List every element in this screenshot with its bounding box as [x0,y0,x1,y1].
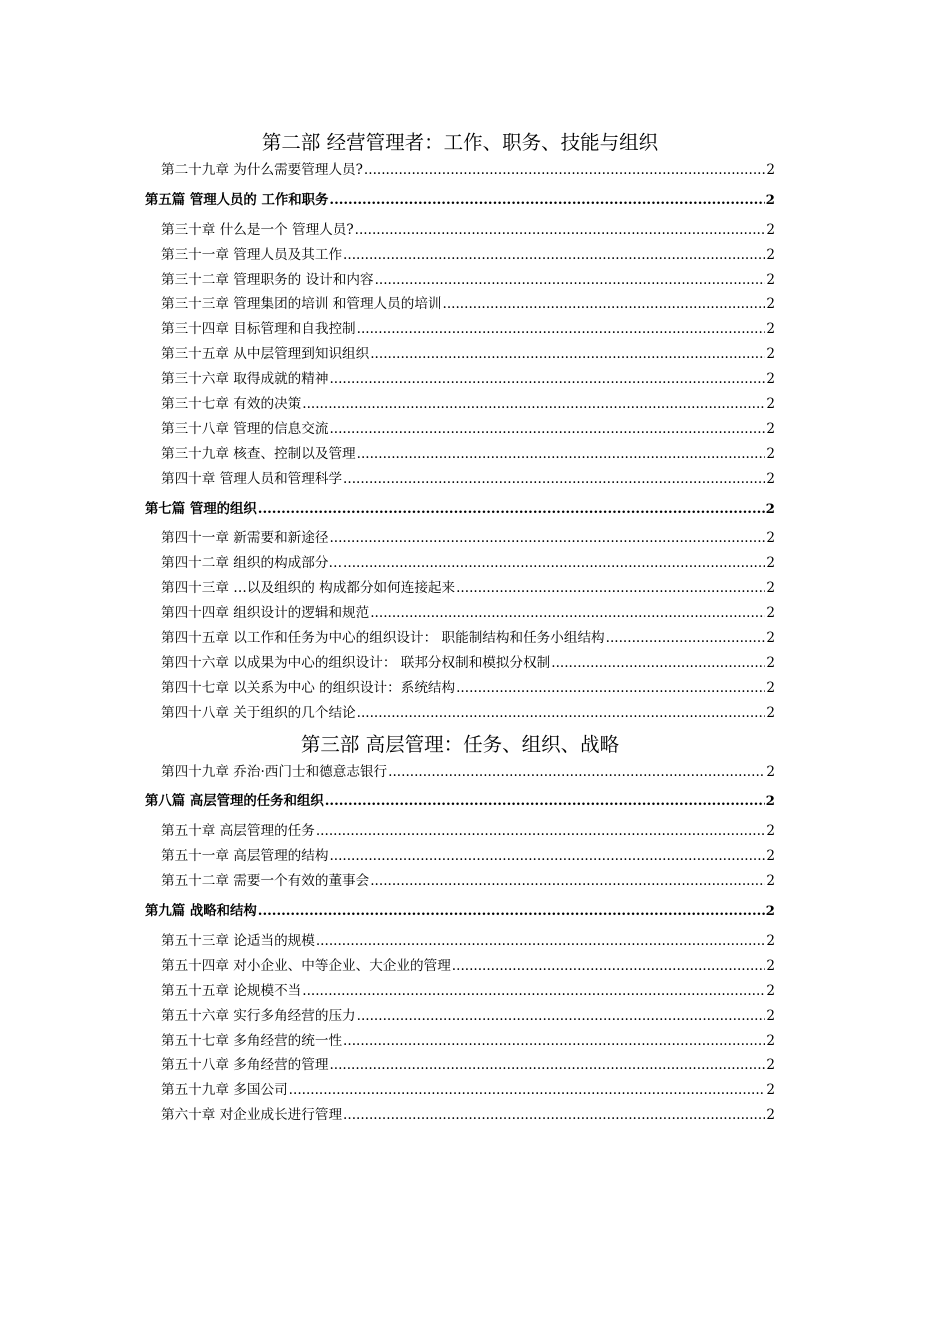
toc-entry-title: 第四十六章 以成果为中心的组织设计： 联邦分权制和模拟分权制 [161,654,551,671]
toc-page-number: 2 [766,530,775,547]
dot-leader [329,367,765,392]
dot-leader [343,551,765,576]
toc-page-number: 2 [766,296,775,313]
toc-chapter-entry[interactable] [145,551,775,576]
dot-leader [364,158,765,183]
toc-entry-title: 第三十二章 管理职务的 设计和内容 [161,271,374,288]
toc-chapter-entry[interactable] [145,218,775,243]
dot-leader [343,467,765,492]
toc-chapter-entry[interactable] [145,601,775,626]
toc-chapter-entry[interactable] [145,442,775,467]
toc-chapter-entry[interactable] [145,869,775,894]
toc-chapter-entry[interactable] [145,1078,775,1103]
toc-section-entry[interactable] [145,188,775,213]
toc-entry-title: 第三十四章 目标管理和自我控制 [161,321,356,338]
toc-entry-title: 第六十章 对企业成长进行管理 [161,1107,343,1124]
toc-entry-title: 第五十四章 对小企业、中等企业、大企业的管理 [161,957,451,974]
toc-page-number: 2 [765,191,775,208]
toc-page-number: 2 [766,654,775,671]
toc-page-number: 2 [766,1057,775,1074]
toc-entry-title: 第三十五章 从中层管理到知识组织 [161,346,370,363]
dot-leader [329,417,765,442]
toc-page-number: 2 [766,982,775,999]
toc-page-number: 2 [766,470,775,487]
dot-leader [316,819,765,844]
toc-chapter-entry[interactable] [145,292,775,317]
toc-entry-title: 第五十五章 论规模不当 [161,982,302,999]
toc-page-number: 2 [766,271,775,288]
toc-chapter-entry[interactable] [145,651,775,676]
toc-chapter-entry[interactable] [145,676,775,701]
toc-entry-title: 第四十一章 新需要和新途径 [161,530,329,547]
dot-leader [302,392,765,417]
toc-chapter-entry[interactable] [145,243,775,268]
toc-entry-title: 第五十章 高层管理的任务 [161,823,315,840]
toc-page-number: 2 [766,321,775,338]
toc-page-number: 2 [766,580,775,597]
toc-page-number: 2 [766,848,775,865]
toc-page-number: 2 [766,445,775,462]
dot-leader [343,1103,765,1128]
toc-section-entry[interactable] [145,789,775,814]
toc-chapter-entry[interactable] [145,467,775,492]
toc-entry-title: 第八篇 高层管理的任务和组织 [145,793,324,810]
toc-page-number: 2 [766,1032,775,1049]
toc-entry-title: 第七篇 管理的组织 [145,500,257,517]
toc-entry-title: 第五十三章 论适当的规模 [161,932,315,949]
dot-leader [357,1004,766,1029]
toc-page-number: 2 [765,793,775,810]
toc-page-number: 2 [766,932,775,949]
toc-page-number: 2 [766,246,775,263]
toc-page-number: 2 [766,630,775,647]
toc-page-number: 2 [766,763,775,780]
dot-leader [357,317,766,342]
dot-leader [456,576,765,601]
toc-page-number: 2 [766,704,775,721]
dot-leader [329,1053,765,1078]
toc-chapter-entry[interactable] [145,1029,775,1054]
part-heading: 第三部 高层管理：任务、组织、战略 [300,732,620,756]
toc-entry-title: 第三十六章 取得成就的精神 [161,371,329,388]
dot-leader [258,497,765,522]
dot-leader [370,342,765,367]
dot-leader [370,601,765,626]
toc-chapter-entry[interactable] [145,268,775,293]
dot-leader [606,626,766,651]
toc-entry-title: 第三十一章 管理人员及其工作 [161,246,343,263]
dot-leader [329,188,764,213]
toc-chapter-entry[interactable] [145,158,775,183]
toc-page-number: 2 [765,903,775,920]
toc-entry-title: 第三十七章 有效的决策 [161,396,302,413]
toc-chapter-entry[interactable] [145,760,775,785]
toc-section-entry[interactable] [145,497,775,522]
toc-entry-title: 第四十八章 关于组织的几个结论 [161,704,356,721]
toc-entry-title: 第四十四章 组织设计的逻辑和规范 [161,605,370,622]
toc-entry-title: 第五十一章 高层管理的结构 [161,848,329,865]
toc-chapter-entry[interactable] [145,701,775,726]
toc-page-number: 2 [766,1082,775,1099]
toc-chapter-entry[interactable] [145,626,775,651]
dot-leader [325,789,765,814]
toc-page-number: 2 [766,1007,775,1024]
toc-entry-title: 第五十二章 需要一个有效的董事会 [161,873,370,890]
toc-page-number: 2 [766,873,775,890]
toc-page-number: 2 [766,396,775,413]
toc-chapter-entry[interactable] [145,1004,775,1029]
toc-entry-title: 第三十九章 核查、控制以及管理 [161,445,356,462]
toc-entry-title: 第四十三章 …以及组织的 构成都分如何连接起来 [161,580,456,597]
toc-page-number: 2 [766,957,775,974]
dot-leader [375,268,766,293]
toc-entry-title: 第四十二章 组织的构成部分… [161,555,343,572]
toc-entry-title: 第三十八章 管理的信息交流 [161,420,329,437]
toc-chapter-entry[interactable] [145,1053,775,1078]
toc-entry-title: 第二十九章 为什么需要管理人员? [161,162,363,178]
toc-chapter-entry[interactable] [145,979,775,1004]
toc-page-number: 2 [766,162,775,178]
toc-entry-title: 第四十七章 以关系为中心 的组织设计：系统结构 [161,679,456,696]
dot-leader [329,844,765,869]
dot-leader [388,760,765,785]
toc-entry-title: 第四十五章 以工作和任务为中心的组织设计： 职能制结构和任务小组结构 [161,630,605,647]
dot-leader [343,243,765,268]
toc-entry-title: 第三十三章 管理集团的培训 和管理人员的培训 [161,296,442,313]
toc-page-number: 2 [766,823,775,840]
dot-leader [343,1029,765,1054]
toc-entry-title: 第五十九章 多国公司 [161,1082,288,1099]
dot-leader [357,701,766,726]
dot-leader [355,218,766,243]
toc-chapter-entry[interactable] [145,392,775,417]
toc-chapter-entry[interactable] [145,1103,775,1128]
toc-section-entry[interactable] [145,899,775,924]
dot-leader [329,526,765,551]
toc-entry-title: 第三十章 什么是一个 管理人员? [161,221,354,238]
toc-chapter-entry[interactable] [145,844,775,869]
dot-leader [443,292,766,317]
toc-entry-title: 第五十八章 多角经营的管理 [161,1057,329,1074]
toc-chapter-entry[interactable] [145,819,775,844]
toc-chapter-entry[interactable] [145,317,775,342]
dot-leader [289,1078,766,1103]
dot-leader [316,929,765,954]
dot-leader [452,954,766,979]
toc-page-number: 2 [766,605,775,622]
toc-page-number: 2 [765,500,775,517]
dot-leader [551,651,765,676]
dot-leader [357,442,766,467]
toc-page-number: 2 [766,371,775,388]
toc-page-number: 2 [766,346,775,363]
toc-page-number: 2 [766,420,775,437]
toc-page-number: 2 [766,1107,775,1124]
dot-leader [302,979,765,1004]
toc-chapter-entry[interactable] [145,342,775,367]
table-of-contents [145,128,775,1128]
toc-chapter-entry[interactable] [145,367,775,392]
part-heading: 第二部 经营管理者：工作、职务、技能与组织 [261,131,659,154]
toc-chapter-entry[interactable] [145,576,775,601]
dot-leader [456,676,765,701]
toc-entry-title: 第九篇 战略和结构 [145,903,257,920]
toc-page-number: 2 [766,555,775,572]
toc-page-number: 2 [766,679,775,696]
toc-chapter-entry[interactable] [145,954,775,979]
toc-entry-title: 第五十七章 多角经营的统一性 [161,1032,343,1049]
toc-chapter-entry[interactable] [145,526,775,551]
toc-chapter-entry[interactable] [145,417,775,442]
toc-entry-title: 第四十九章 乔治·西门士和德意志银行 [161,763,388,780]
dot-leader [258,899,765,924]
toc-page-number: 2 [766,221,775,238]
toc-chapter-entry[interactable] [145,929,775,954]
toc-entry-title: 第四十章 管理人员和管理科学 [161,470,343,487]
dot-leader [370,869,765,894]
toc-entry-title: 第五十六章 实行多角经营的压力 [161,1007,356,1024]
toc-entry-title: 第五篇 管理人员的 工作和职务 [145,191,329,208]
